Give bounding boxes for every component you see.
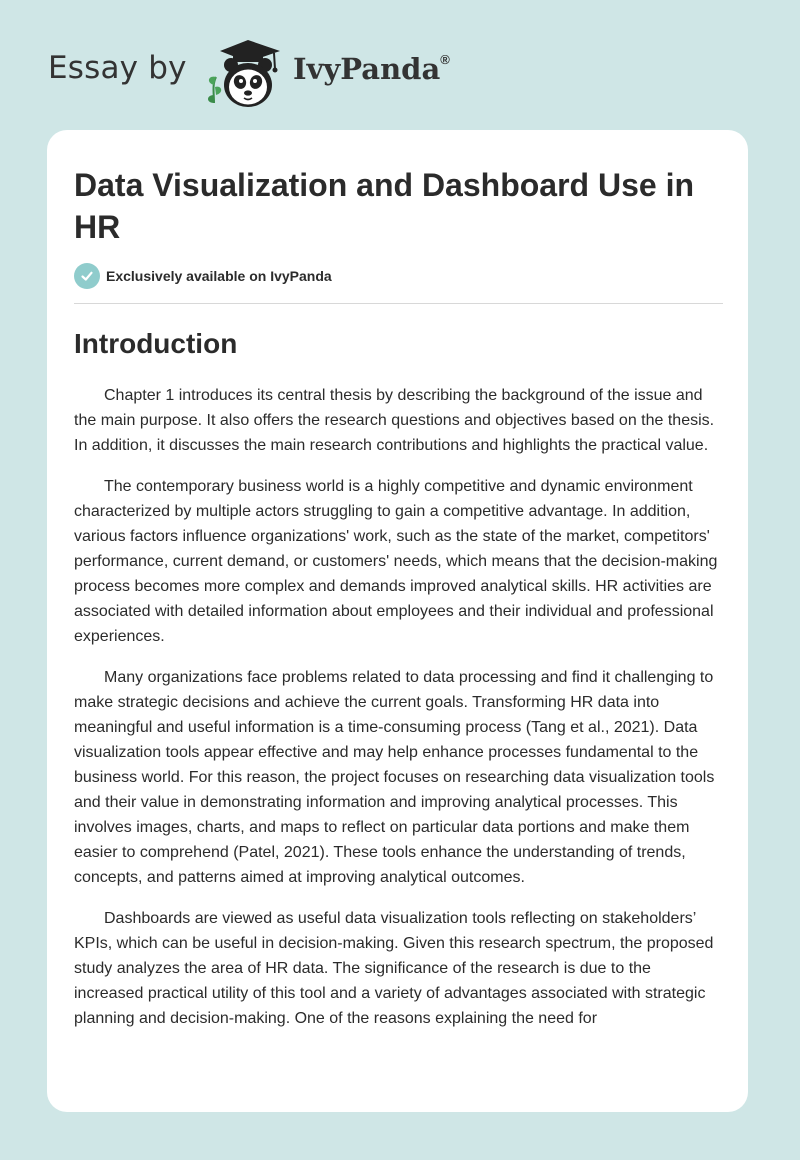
exclusive-badge xyxy=(74,263,332,289)
paragraph: The contemporary business world is a highly competitive and dynamic environment characterized by multiple actors struggling to gain a competitive advantage. In addition, various factors influence organizations' work, such as the state of the market, competitors' performance, current demand, or customers' needs, which means that the decision-making process becomes more complex and demands improved analytical skills. HR activities are associated with detailed information about employees and their individual and professional experiences. xyxy=(74,478,718,645)
paragraph: Dashboards are viewed as useful data visualization tools reflecting on stakeholders’ KPIs, which can be useful in decision-making. Given this research spectrum, the proposed study analyzes the area of HR data. The significance of the research is due to the increased practical utility of this tool and a variety of advantages associated with strategic planning and decision-making. One of the reasons explaining the need for xyxy=(74,910,714,1027)
paragraph: Chapter 1 introduces its central thesis by describing the background of the issue and the main purpose. It also offers the research questions and objectives based on the thesis. In addition, it discusses the main research contributions and highlights the practical value. xyxy=(74,387,715,454)
section-heading: Introduction xyxy=(74,328,238,359)
site-header xyxy=(0,0,800,130)
brand-name[interactable]: IvyPanda® xyxy=(293,52,450,86)
check-circle-icon xyxy=(74,263,100,289)
page-title: Data Visualization and Dashboard Use in HR xyxy=(74,167,694,245)
essay-card xyxy=(47,130,748,1112)
panda-graduate-icon[interactable] xyxy=(200,35,292,111)
essay-by-label: Essay by xyxy=(48,50,187,86)
essay-body xyxy=(74,383,724,1047)
exclusive-label: Exclusively available on IvyPanda xyxy=(106,268,332,284)
registered-mark: ® xyxy=(440,52,450,68)
paragraph: Many organizations face problems related to data processing and find it challenging to make strategic decisions and achieve the current goals. Transforming HR data into meaningful and useful information is a time-consuming process (Tang et al., 2021). Data visualization tools appear effective and may help enhance processes fundamental to the business world. For this reason, the project focuses on researching data visualization tools and their value in demonstrating information and improving analytical processes. This involves images, charts, and maps to reflect on particular data portions and make them easier to comprehend (Patel, 2021). These tools enhance the understanding of trends, concepts, and patterns aimed at improving analytical outcomes. xyxy=(74,669,715,886)
divider xyxy=(74,303,723,304)
